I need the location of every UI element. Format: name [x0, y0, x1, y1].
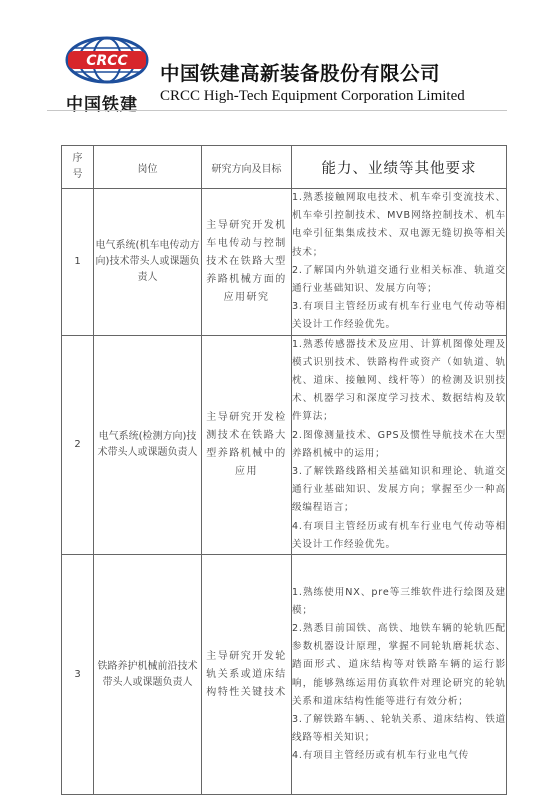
position-cell: 电气系统(机车电传动方向)技术带头人或课题负责人: [94, 189, 202, 336]
requirement-item: 2.图像测量技术、GPS及惯性导航技术在大型养路机械中的运用；: [292, 429, 506, 459]
requirements-cell: [292, 189, 507, 336]
requirement-item: 2.熟悉目前国铁、高铁、地铁车辆的轮轨匹配参数机器设计原理，掌握不同轮轨磨耗状态、踏面形式、道床结构等对铁路车辆的运行影响，能够熟练运用仿真软件对理论研究的轮轨关系和道床结构性能等进行有效分析；: [292, 622, 506, 707]
job-requirements-table: [61, 145, 507, 795]
table-row: [62, 335, 507, 554]
row-number: 3: [62, 555, 94, 795]
row-number: 2: [62, 335, 94, 554]
requirement-item: 1.熟悉传感器技术及应用、计算机图像处理及模式识别技术、铁路构件或资产（如轨道、轨枕、道床、接触网、线杆等）的检测及识别技术、机器学习和深度学习技术、数据结构及软件算法；: [292, 338, 506, 423]
requirement-item: 3.有项目主管经历或有机车行业电气传动等相关设计工作经验优先。: [292, 301, 506, 331]
table-row: [62, 189, 507, 336]
requirement-item: 3.了解铁路线路相关基础知识和理论、轨道交通行业基础知识、发展方向；掌握至少一种高级编程语言；: [292, 466, 506, 514]
requirement-item: 2.了解国内外轨道交通行业相关标准、轨道交通行业基础知识、发展方向等；: [292, 264, 506, 295]
header-direction: 研究方向及目标: [202, 146, 292, 189]
position-cell: 铁路养护机械前沿技术带头人或课题负责人: [94, 555, 202, 795]
direction-cell: 主导研究开发检测技术在铁路大型养路机械中的应用: [202, 335, 292, 554]
company-name-en: CRCC High-Tech Equipment Corporation Limited: [160, 88, 465, 104]
requirement-item: 4.有项目主管经历或有机车行业电气传动等相关设计工作经验优先。: [292, 520, 506, 550]
table-row: [62, 555, 507, 795]
requirement-item: 3.了解铁路车辆、、轮轨关系、道床结构、铁道线路等相关知识；: [292, 713, 506, 744]
requirements-cell: [292, 555, 507, 795]
position-cell: 电气系统(检测方向)技术带头人或课题负责人: [94, 335, 202, 554]
header-position: 岗位: [94, 146, 202, 189]
company-name-cn: 中国铁建高新装备股份有限公司: [160, 62, 441, 85]
requirements-cell: [292, 335, 507, 554]
header-divider: [47, 110, 507, 111]
header-seq: 序 号: [62, 146, 94, 189]
direction-cell: 主导研究开发机车电传动与控制技术在铁路大型养路机械方面的应用研究: [202, 189, 292, 336]
table-header-row: [62, 146, 507, 189]
requirement-item: 4.有项目主管经历或有机车行业电气传: [292, 750, 470, 762]
letterhead: [0, 0, 550, 120]
requirement-item: 1.熟练使用NX、pre等三维软件进行绘图及建模；: [292, 586, 506, 616]
logo-name: 中国铁建: [66, 95, 138, 115]
requirement-item: 1.熟悉接触网取电技术、机车牵引变流技术、机车牵引控制技术、MVB网络控制技术、机车电牵引征集集成技术、双电源无缝切换等相关技术；: [292, 192, 506, 258]
logo-mark-text: CRCC: [86, 53, 128, 69]
header-requirements: 能力、业绩等其他要求: [292, 146, 507, 189]
row-number: 1: [62, 189, 94, 336]
direction-cell: 主导研究开发轮轨关系或道床结构特性关键技术: [202, 555, 292, 795]
